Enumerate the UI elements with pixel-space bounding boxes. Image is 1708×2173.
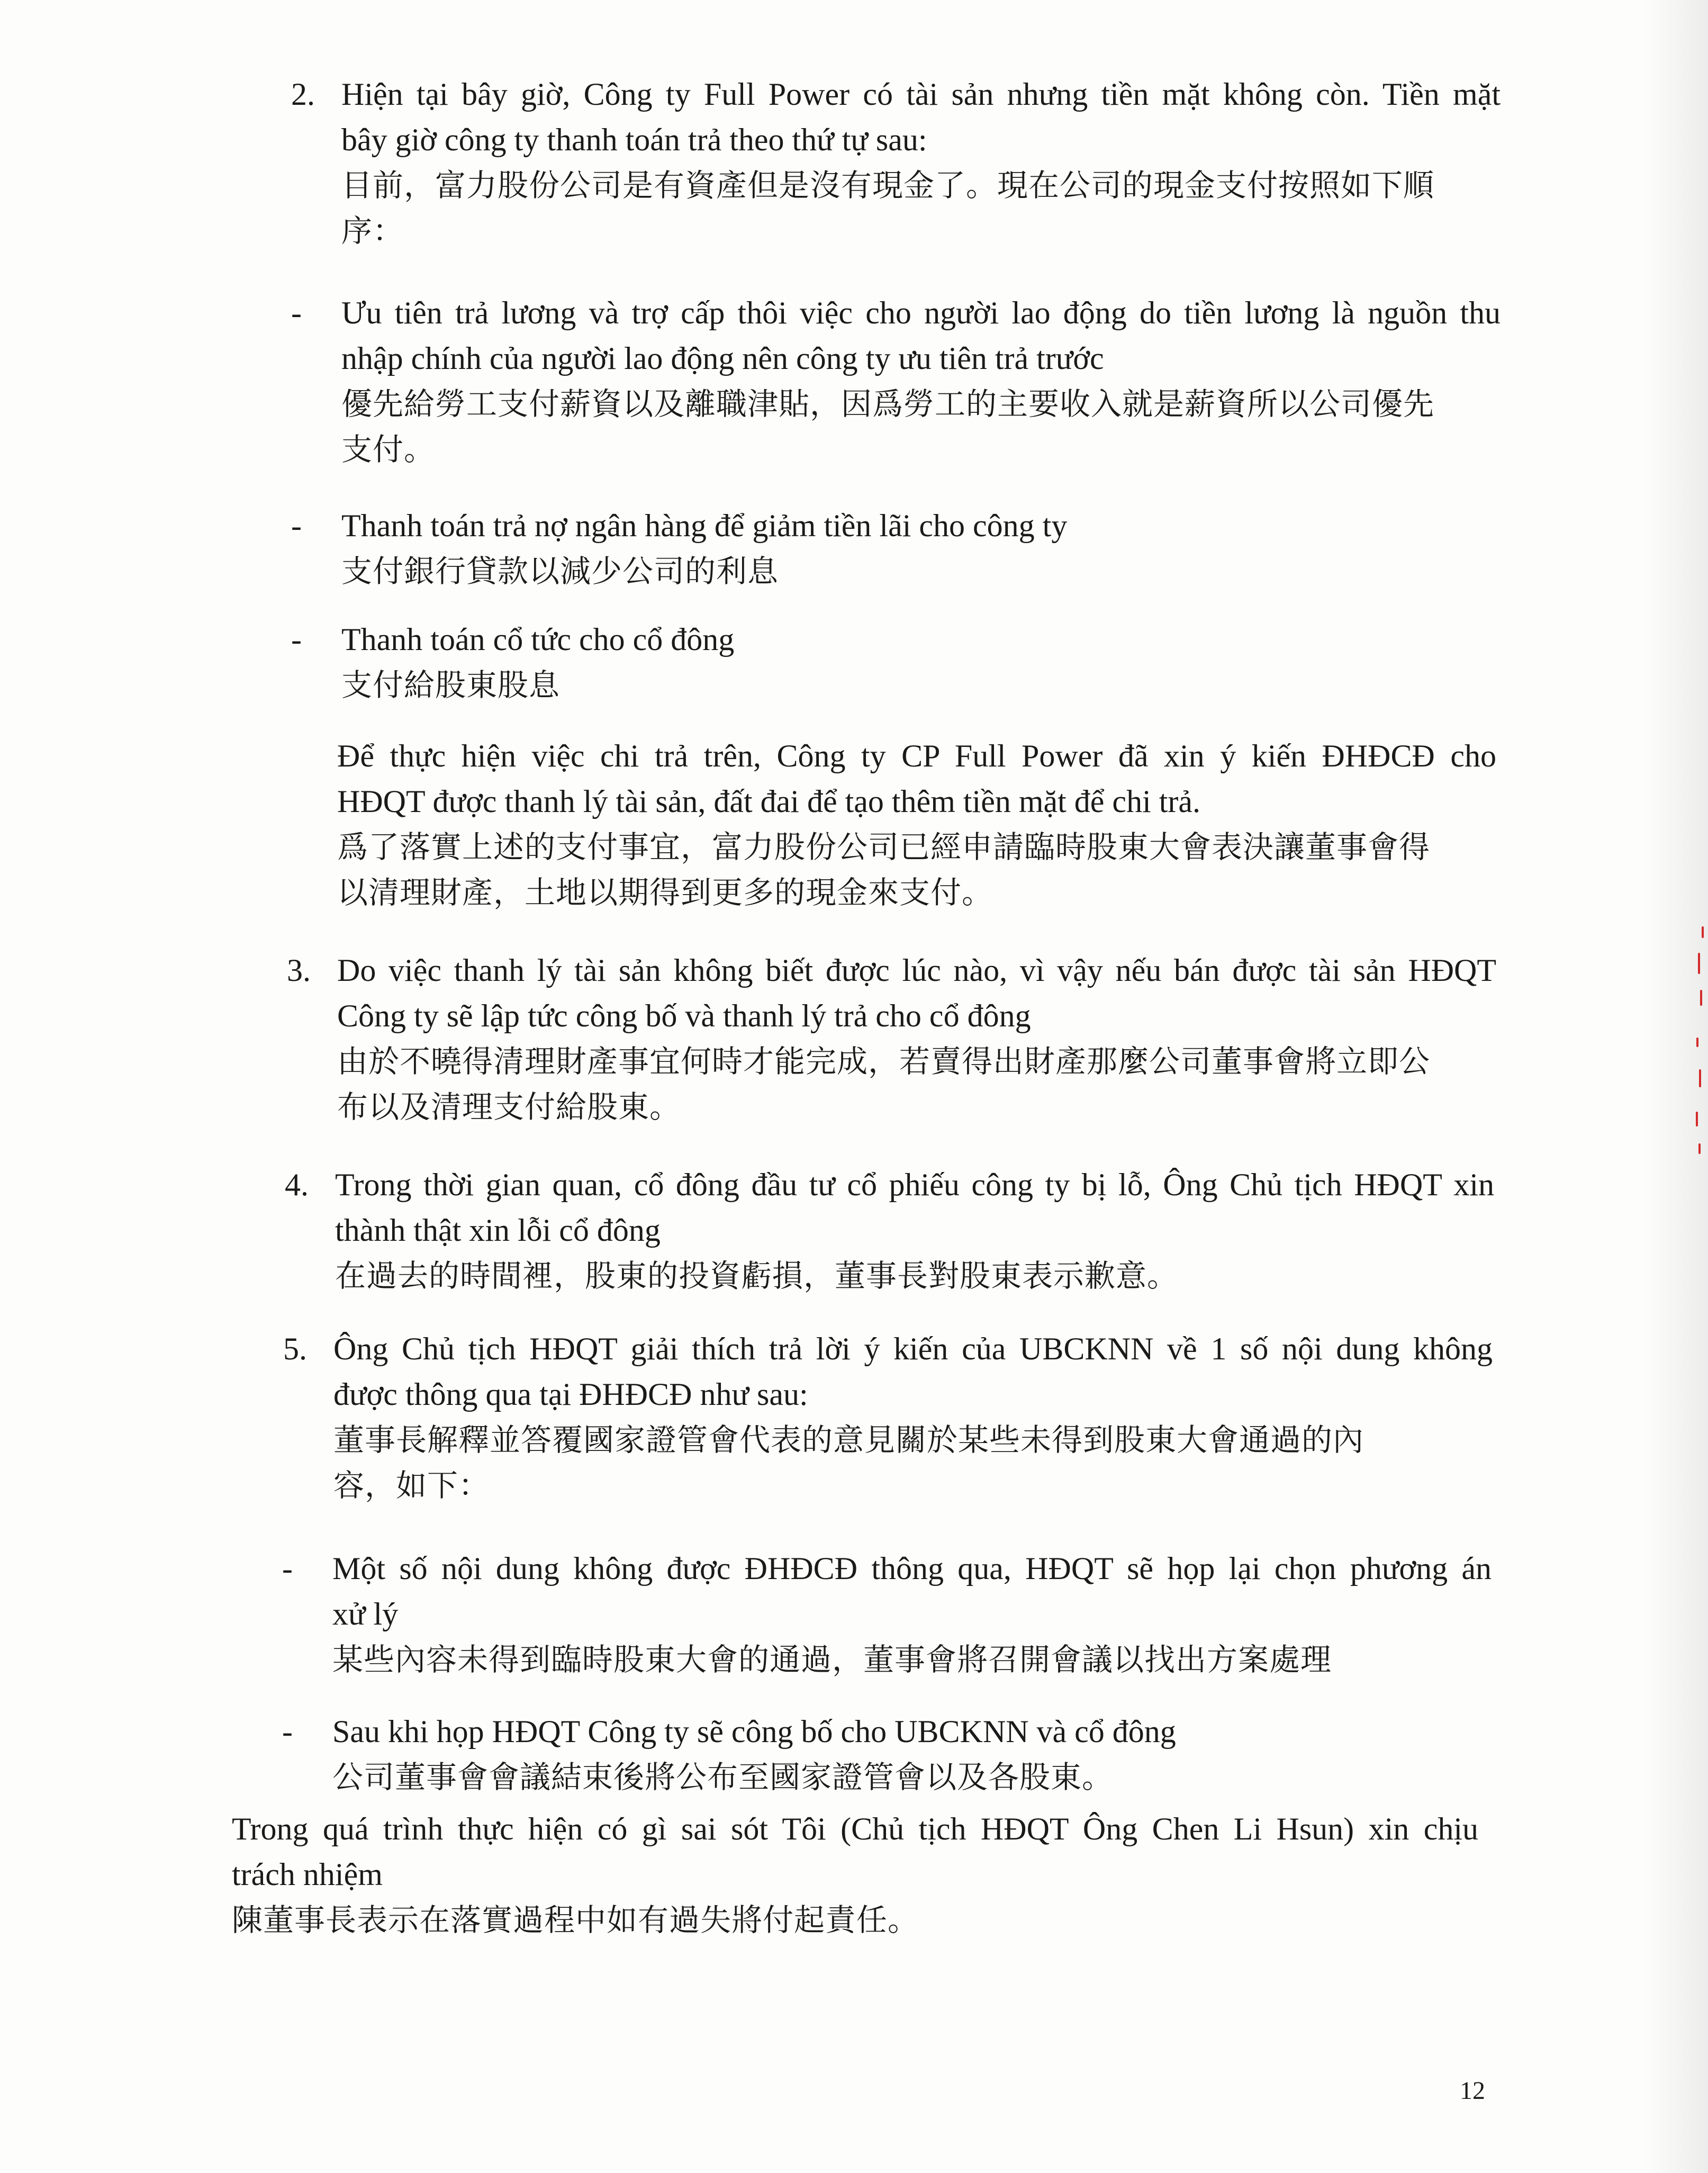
numbered-item-3	[287, 948, 1496, 1130]
vi-line: Ông Chủ tịch HĐQT giải thích trả lời ý kiến của UBCKNN về 1 số nội dung không	[333, 1331, 1493, 1366]
item-marker: -	[282, 1551, 293, 1586]
red-stamp-mark	[1696, 1112, 1698, 1126]
bullet-item	[291, 503, 1501, 594]
page-edge-shadow	[1644, 0, 1708, 2173]
red-stamp-mark	[1702, 926, 1704, 938]
red-stamp-mark	[1699, 1069, 1701, 1087]
page-number: 12	[1460, 2077, 1485, 2105]
zh-line: 目前，富力股份公司是有資產但是沒有現金了。現在公司的現金支付按照如下順	[341, 167, 1435, 203]
item-marker: 3.	[287, 953, 311, 988]
zh-line: 在過去的時間裡，股東的投資虧損，董事長對股東表示歉意。	[335, 1258, 1179, 1294]
item-marker: -	[291, 295, 302, 330]
red-stamp-mark	[1698, 953, 1700, 974]
vi-line: Trong thời gian quan, cổ đông đầu tư cổ phiếu công ty bị lỗ, Ông Chủ tịch HĐQT xin	[335, 1167, 1494, 1202]
item-marker: 5.	[283, 1331, 307, 1366]
numbered-item-5	[283, 1326, 1493, 1508]
vi-line: thành thật xin lỗi cổ đông	[335, 1213, 661, 1248]
vi-line: Hiện tại bây giờ, Công ty Full Power có tài sản nhưng tiền mặt không còn. Tiền mặt	[341, 77, 1501, 112]
red-stamp-mark	[1698, 1143, 1701, 1154]
zh-line: 支付銀行貸款以減少公司的利息	[341, 553, 779, 589]
vi-line: bây giờ công ty thanh toán trả theo thứ tự sau:	[341, 122, 927, 157]
bullet-item	[291, 290, 1501, 472]
vi-line: Thanh toán trả nợ ngân hàng để giảm tiền lãi cho công ty	[341, 508, 1068, 543]
zh-line: 支付。	[341, 431, 436, 467]
zh-line: 某些內容未得到臨時股東大會的通過，董事會將召開會議以找出方案處理	[332, 1642, 1332, 1678]
item-marker: 4.	[285, 1167, 309, 1202]
zh-line: 陳董事長表示在落實過程中如有過失將付起責任。	[232, 1902, 919, 1938]
red-stamp-mark	[1700, 990, 1702, 1006]
vi-line: Một số nội dung không được ĐHĐCĐ thông qua, HĐQT sẽ họp lại chọn phương án	[332, 1551, 1492, 1586]
vi-line: xử lý	[332, 1597, 399, 1631]
bullet-item	[282, 1709, 1492, 1800]
vi-line: trách nhiệm	[232, 1857, 383, 1892]
bullet-item	[282, 1546, 1492, 1682]
zh-line: 布以及清理支付給股東。	[337, 1089, 681, 1125]
vi-line: Trong quá trình thực hiện có gì sai sót Tôi (Chủ tịch HĐQT Ông Chen Li Hsun) xin chịu	[232, 1811, 1478, 1846]
numbered-item-4	[285, 1162, 1494, 1299]
zh-line: 優先給勞工支付薪資以及離職津貼，因爲勞工的主要收入就是薪資所以公司優先	[341, 386, 1435, 422]
zh-line: 序：	[341, 213, 404, 249]
vi-line: Công ty sẽ lập tức công bố và thanh lý trả cho cổ đông	[337, 998, 1031, 1033]
bullet-item	[291, 617, 1501, 708]
closing-paragraph	[232, 1806, 1478, 1943]
item-marker: -	[291, 622, 302, 657]
zh-line: 爲了落實上述的支付事宜，富力股份公司已經申請臨時股東大會表決讓董事會得	[337, 829, 1431, 865]
numbered-item-2	[291, 71, 1501, 254]
vi-line: Sau khi họp HĐQT Công ty sẽ công bố cho UBCKNN và cổ đông	[332, 1714, 1176, 1749]
vi-line: Ưu tiên trả lương và trợ cấp thôi việc cho người lao động do tiền lương là nguồn thu	[341, 295, 1501, 330]
vi-line: Do việc thanh lý tài sản không biết được lúc nào, vì vậy nếu bán được tài sản HĐQT	[337, 953, 1496, 988]
item-marker: -	[291, 508, 302, 543]
red-stamp-mark	[1696, 1038, 1698, 1047]
item-marker: -	[282, 1714, 293, 1749]
vi-line: nhập chính của người lao động nên công ty ưu tiên trả trước	[341, 341, 1104, 376]
zh-line: 公司董事會會議結束後將公布至國家證管會以及各股東。	[332, 1759, 1114, 1795]
item-marker: 2.	[291, 77, 315, 112]
vi-line: Để thực hiện việc chi trả trên, Công ty CP Full Power đã xin ý kiến ĐHĐCĐ cho	[337, 738, 1496, 773]
vi-line: được thông qua tại ĐHĐCĐ như sau:	[333, 1377, 808, 1412]
zh-line: 由於不曉得清理財產事宜何時才能完成，若賣得出財產那麼公司董事會將立即公	[337, 1043, 1431, 1079]
vi-line: Thanh toán cổ tức cho cổ đông	[341, 622, 735, 657]
paragraph	[337, 733, 1496, 915]
zh-line: 董事長解釋並答覆國家證管會代表的意見關於某些未得到股東大會通過的內	[333, 1422, 1364, 1458]
zh-line: 容，如下：	[333, 1467, 490, 1503]
zh-line: 以清理財產，土地以期得到更多的現金來支付。	[337, 874, 993, 910]
vi-line: HĐQT được thanh lý tài sản, đất đai để tạo thêm tiền mặt để chi trả.	[337, 784, 1201, 819]
zh-line: 支付給股東股息	[341, 667, 561, 703]
